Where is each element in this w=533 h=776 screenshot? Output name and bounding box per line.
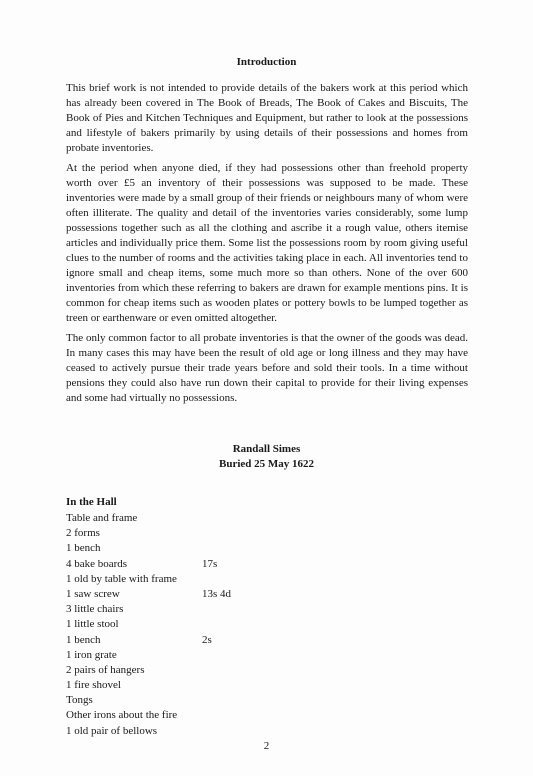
inventory-row xyxy=(66,633,366,648)
inventory-item: Table and frame xyxy=(66,512,138,524)
inventory-item: Other irons about the fire xyxy=(66,709,178,722)
inventory-item: 1 fire shovel xyxy=(66,679,121,692)
inventory-row xyxy=(66,708,366,723)
intro-paragraph-1: This brief work is not intended to provide details of the bakers work at this period which has already been covered in The Book of Breads, The Book of Cakes and Biscuits, The Book of Pies and Kitchen Techniques and Equipment, but rather to look at the possessions and lifestyle of bakers primarily by using details of their possessions and homes from probate inventories. xyxy=(66,82,468,154)
inventory-row xyxy=(66,678,366,693)
inventory-item: 1 bench xyxy=(66,633,101,646)
inventory-item: 4 bake boards xyxy=(66,557,128,570)
subject-burial-date: Buried 25 May 1622 xyxy=(218,458,315,470)
inventory-row xyxy=(66,602,366,617)
inventory-row xyxy=(66,648,366,663)
inventory-section-title: In the Hall xyxy=(66,496,117,508)
inventory-value: 2s xyxy=(202,633,212,646)
inventory-row xyxy=(66,511,366,526)
inventory-row xyxy=(66,572,366,587)
inventory-item: 2 pairs of hangers xyxy=(66,663,145,676)
inventory-item: 1 iron grate xyxy=(66,648,117,661)
inventory-row xyxy=(66,526,366,541)
inventory-row xyxy=(66,541,366,556)
introduction-heading: Introduction xyxy=(236,56,297,68)
inventory-row xyxy=(66,724,366,739)
inventory-item: 1 bench xyxy=(66,542,101,555)
inventory-row xyxy=(66,617,366,632)
inventory-item: 3 little chairs xyxy=(66,603,124,616)
inventory-item: 2 forms xyxy=(66,527,100,540)
inventory-row xyxy=(66,693,366,708)
intro-paragraph-3: The only common factor to all probate inventories is that the owner of the goods was dead. In many cases this may have been the result of old age or long illness and they may have ceased to actively pursue their trade years before and sold their tools. In a time without pensions they could also have run down their capital to provide for their living expenses and some had virtually no possessions. xyxy=(66,332,468,404)
subject-name: Randall Simes xyxy=(232,443,301,455)
inventory-value: 13s 4d xyxy=(202,587,232,600)
inventory-row xyxy=(66,587,366,602)
intro-paragraph-2: At the period when anyone died, if they had possessions other than freehold property worth over £5 an inventory of their possessions was supposed to be made. These inventories were made by a small group of their friends or neighbours many of whom were often illiterate. The quality and detail of the inventories varies considerably, some lump possessions together such as all the clothing and ascribe it a rough value, others itemise articles and individually price them. Some list the possessions room by room giving useful clues to the number of rooms and the activities taking place in each. All inventories tend to ignore small and cheap items, some much more so than others. None of the over 600 inventories from which these referring to bakers are drawn for example mentions pins. It is common for cheap items such as wooden plates or pottery bowls to be lumped together as treen or earthenware or even omitted altogether. xyxy=(66,162,468,324)
inventory-item: 1 saw screw xyxy=(66,587,120,600)
page-number: 2 xyxy=(263,740,270,752)
inventory-row xyxy=(66,663,366,678)
inventory-item: 1 old pair of bellows xyxy=(66,724,158,737)
inventory-item: 1 old by table with frame xyxy=(66,572,177,585)
inventory-row xyxy=(66,557,366,572)
inventory-value: 17s xyxy=(202,557,218,570)
inventory-item: Tongs xyxy=(66,694,93,707)
inventory-list xyxy=(66,511,366,739)
inventory-item: 1 little stool xyxy=(66,618,119,631)
